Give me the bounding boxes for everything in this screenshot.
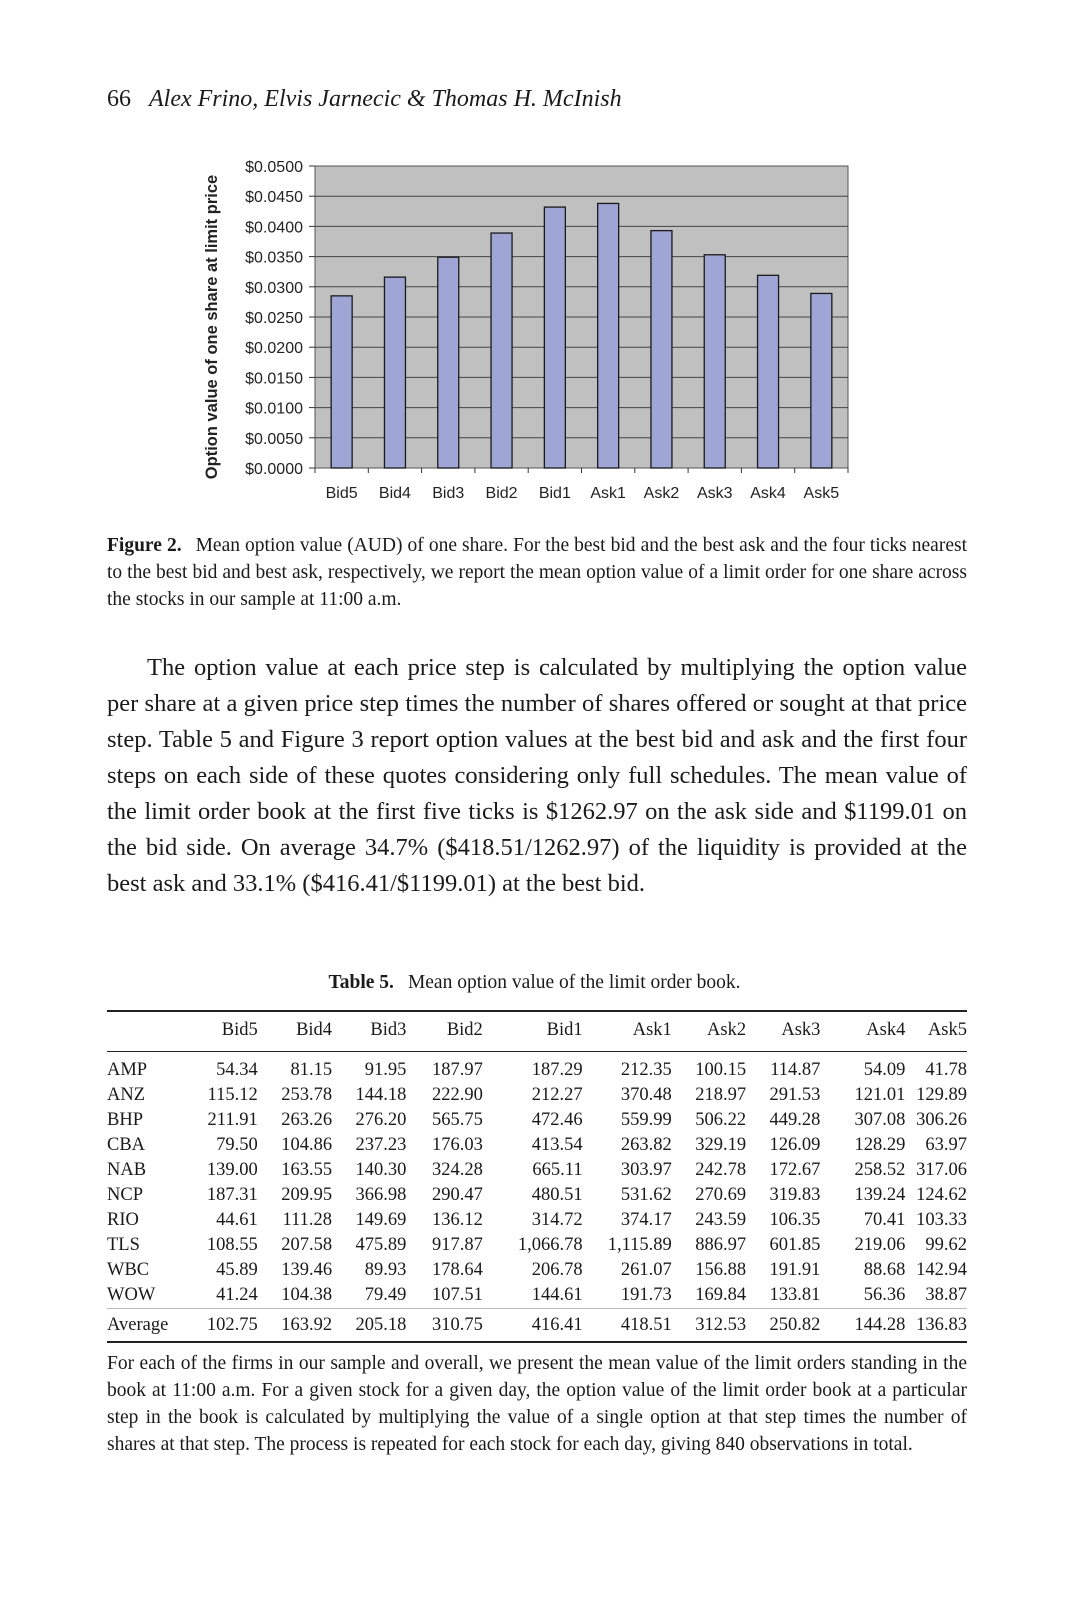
running-head-authors: Alex Frino, Elvis Jarnecic & Thomas H. McInish [149,86,622,112]
bar-bid1 [544,207,565,468]
table-cell: 374.17 [620,1210,672,1230]
average-cell: 102.75 [206,1314,258,1335]
average-cell: 205.18 [355,1314,407,1335]
column-header-ask5: Ask5 [927,1020,967,1040]
table-header-row [107,1011,967,1052]
column-header-bid4: Bid4 [296,1020,333,1040]
row-label: NAB [107,1160,147,1180]
table-cell: 104.86 [281,1135,333,1155]
table-cell: 531.62 [620,1185,672,1205]
bar-ask1 [598,203,619,468]
table-cell: 307.08 [854,1110,906,1130]
table-cell: 480.51 [531,1185,583,1205]
table-cell: 88.68 [863,1260,906,1280]
table-cell: 291.53 [769,1085,821,1105]
table-cell: 91.95 [364,1060,407,1080]
column-header-bid2: Bid2 [446,1020,483,1040]
average-label: Average [107,1314,169,1335]
column-header-ask2: Ask2 [707,1020,747,1040]
table-cell: 41.24 [216,1285,258,1305]
table-cell: 191.91 [769,1260,821,1280]
table-cell: 270.69 [695,1185,747,1205]
table-cell: 176.03 [431,1135,483,1155]
average-cell: 144.28 [854,1314,906,1335]
row-label: WOW [107,1285,156,1305]
column-header-ask3: Ask3 [781,1020,821,1040]
row-label: WBC [107,1260,150,1280]
table-cell: 506.22 [695,1110,747,1130]
figure-caption [107,532,967,613]
table-label: Table 5. [328,972,394,993]
table-cell: 261.07 [620,1260,672,1280]
table-cell: 38.87 [925,1285,967,1305]
table-row [107,1133,967,1158]
average-cell: 136.83 [916,1314,967,1335]
option-value-table [107,1010,967,1343]
table-caption [0,972,1069,994]
x-tick-label: Ask3 [696,485,733,502]
table-cell: 129.89 [916,1085,967,1105]
bar-ask4 [758,275,779,468]
table-cell: 303.97 [620,1160,672,1180]
y-axis-label: Option value of one share at limit price [203,174,221,480]
table-cell: 237.23 [355,1135,407,1155]
table-cell: 559.99 [620,1110,672,1130]
table-cell: 212.35 [620,1060,672,1080]
table-cell: 103.33 [916,1210,967,1230]
column-header-bid3: Bid3 [370,1020,407,1040]
table-cell: 54.34 [216,1060,258,1080]
table-cell: 56.36 [863,1285,906,1305]
table-cell: 263.26 [281,1110,333,1130]
x-tick-label: Bid5 [325,485,358,502]
table-cell: 1,066.78 [517,1235,583,1255]
table-row [107,1233,967,1258]
table-cell: 81.15 [290,1060,333,1080]
table-cell: 142.94 [916,1260,967,1280]
column-header-ask1: Ask1 [632,1020,672,1040]
table-cell: 187.29 [531,1060,583,1080]
table-cell: 329.19 [695,1135,747,1155]
table-cell: 207.58 [281,1235,333,1255]
table-cell: 139.24 [854,1185,906,1205]
table-cell: 172.67 [769,1160,821,1180]
y-tick-label: $0.0500 [245,159,303,176]
x-tick-label: Ask4 [750,485,786,502]
table-row [107,1183,967,1208]
table-cell: 253.78 [281,1085,333,1105]
table-cell: 314.72 [531,1210,583,1230]
table-note: For each of the firms in our sample and overall, we present the mean value of the limit orders standing in the book at 11:00 a.m. For a given stock for a given day, the option value of the limit order book at a particular step in the book is calculated by multiplying the value of a single option at that step times the number of shares at that step. The process is repeated for each stock for each day, giving 840 observations in total. [107,1353,967,1455]
bar-ask3 [704,255,725,468]
bar-ask2 [651,231,672,468]
table-cell: 128.29 [854,1135,906,1155]
table-row [107,1052,967,1084]
table-cell: 917.87 [431,1235,483,1255]
table-cell: 276.20 [355,1110,407,1130]
table-cell: 124.62 [916,1185,967,1205]
table-cell: 54.09 [863,1060,906,1080]
table-cell: 211.91 [207,1110,258,1130]
table-cell: 319.83 [769,1185,821,1205]
x-tick-label: Bid3 [432,485,465,502]
page-header [107,86,622,113]
table-cell: 121.01 [854,1085,906,1105]
table-cell: 136.12 [431,1210,483,1230]
x-tick-label: Bid4 [378,485,411,502]
table-cell: 99.62 [925,1235,967,1255]
table-row [107,1158,967,1183]
x-tick-label: Bid2 [485,485,518,502]
table-cell: 306.26 [916,1110,967,1130]
y-tick-label: $0.0250 [245,310,303,327]
table-cell: 106.35 [769,1210,821,1230]
table-cell: 243.59 [695,1210,747,1230]
bar-bid3 [438,257,459,468]
table-cell: 169.84 [695,1285,747,1305]
table-cell: 79.49 [364,1285,407,1305]
table-cell: 219.06 [854,1235,906,1255]
column-header-stock [107,1011,192,1052]
table-cell: 263.82 [620,1135,672,1155]
table-cell: 100.15 [695,1060,747,1080]
table-title: Mean option value of the limit order book. [407,972,741,993]
average-cell: 250.82 [769,1314,821,1335]
table-cell: 63.97 [925,1135,967,1155]
bar-bid5 [331,296,352,468]
table-cell: 178.64 [431,1260,483,1280]
average-cell: 312.53 [695,1314,747,1335]
table-cell: 108.55 [206,1235,258,1255]
x-tick-label: Ask2 [643,485,680,502]
column-header-bid1: Bid1 [546,1020,583,1040]
y-tick-label: $0.0100 [245,400,303,418]
figure-label: Figure 2. [107,535,182,556]
table-cell: 149.69 [355,1210,407,1230]
table-cell: 156.88 [695,1260,747,1280]
table-cell: 45.89 [216,1260,258,1280]
table-cell: 209.95 [281,1185,333,1205]
row-label: RIO [107,1210,139,1230]
bar-bid2 [491,233,512,468]
table-cell: 324.28 [431,1160,483,1180]
y-tick-label: $0.0400 [245,219,303,237]
bar-chart [195,150,865,520]
table-cell: 191.73 [620,1285,672,1305]
table-cell: 475.89 [355,1235,407,1255]
table-cell: 413.54 [531,1135,583,1155]
column-header-ask4: Ask4 [866,1020,906,1040]
table-cell: 242.78 [695,1160,747,1180]
table-cell: 187.97 [431,1060,483,1080]
table-cell: 222.90 [431,1085,483,1105]
x-tick-label: Bid1 [538,485,571,502]
table-cell: 212.27 [531,1085,583,1105]
x-tick-label: Ask1 [590,485,626,502]
row-label: BHP [107,1110,143,1130]
average-cell: 310.75 [431,1314,483,1335]
table-cell: 370.48 [620,1085,672,1105]
table-cell: 107.51 [431,1285,483,1305]
figure-caption-text: Mean option value (AUD) of one share. For the best bid and the best ask and the four ticks nearest to the best bid and best ask, respectively, we report the mean option value of a limit order for one share across the stocks in our sample at 11:00 a.m. [107,535,967,610]
page-number: 66 [107,86,131,112]
table-cell: 886.97 [695,1235,747,1255]
table-average-row [107,1309,967,1343]
table-cell: 79.50 [216,1135,258,1155]
table-row [107,1258,967,1283]
table-cell: 366.98 [355,1185,407,1205]
table-cell: 1,115.89 [607,1235,672,1255]
table-cell: 70.41 [863,1210,906,1230]
y-tick-label: $0.0450 [245,189,303,207]
average-cell: 163.92 [281,1314,333,1335]
table-cell: 472.46 [531,1110,583,1130]
table-cell: 665.11 [532,1160,583,1180]
row-label: AMP [107,1060,148,1080]
row-label: CBA [107,1135,146,1155]
table-cell: 144.61 [531,1285,583,1305]
table-cell: 449.28 [769,1110,821,1130]
table-row [107,1208,967,1233]
body-text [107,650,967,902]
table-cell: 133.81 [769,1285,821,1305]
y-tick-label: $0.0050 [245,430,303,448]
row-label: NCP [107,1185,143,1205]
y-tick-label: $0.0200 [245,340,303,358]
table-cell: 565.75 [431,1110,483,1130]
table-cell: 258.52 [854,1160,906,1180]
table-row [107,1083,967,1108]
table-row [107,1108,967,1133]
row-label: TLS [107,1235,140,1255]
y-tick-label: $0.0300 [245,279,303,297]
y-tick-label: $0.0150 [245,370,303,388]
table-cell: 126.09 [769,1135,821,1155]
table-cell: 601.85 [769,1235,821,1255]
table-cell: 44.61 [216,1210,258,1230]
bar-bid4 [384,277,405,468]
table-cell: 290.47 [431,1185,483,1205]
table-cell: 144.18 [355,1085,407,1105]
column-header-bid5: Bid5 [221,1020,258,1040]
table-cell: 163.55 [281,1160,333,1180]
table-cell: 139.46 [281,1260,333,1280]
bar-ask5 [811,293,832,468]
table-cell: 187.31 [206,1185,258,1205]
row-label: ANZ [107,1085,146,1105]
x-tick-label: Ask5 [803,485,840,502]
table-cell: 41.78 [925,1060,967,1080]
table-cell: 89.93 [364,1260,407,1280]
table-cell: 104.38 [281,1285,333,1305]
y-tick-label: $0.0000 [245,461,303,478]
average-cell: 416.41 [531,1314,583,1335]
average-cell: 418.51 [620,1314,672,1335]
table-row [107,1283,967,1309]
table-cell: 115.12 [207,1085,258,1105]
table-cell: 140.30 [355,1160,407,1180]
table-cell: 317.06 [916,1160,967,1180]
y-tick-label: $0.0350 [245,249,303,267]
table-cell: 218.97 [695,1085,747,1105]
table-cell: 139.00 [206,1160,258,1180]
table-cell: 114.87 [770,1060,821,1080]
table-cell: 111.28 [282,1210,333,1230]
table-cell: 206.78 [531,1260,583,1280]
body-paragraph: The option value at each price step is calculated by multiplying the option value per share at a given price step times the number of shares offered or sought at that price step. Table 5 and Figure 3 report option values at the best bid and ask and the first four steps on each side of these quotes considering only full schedules. The mean value of the limit order book at the first five ticks is $1262.97 on the ask side and $1199.01 on the bid side. On average 34.7% ($418.51/1262.97) of the liquidity is provided at the best ask and 33.1% ($416.41/$1199.01) at the best bid. [107,654,967,897]
